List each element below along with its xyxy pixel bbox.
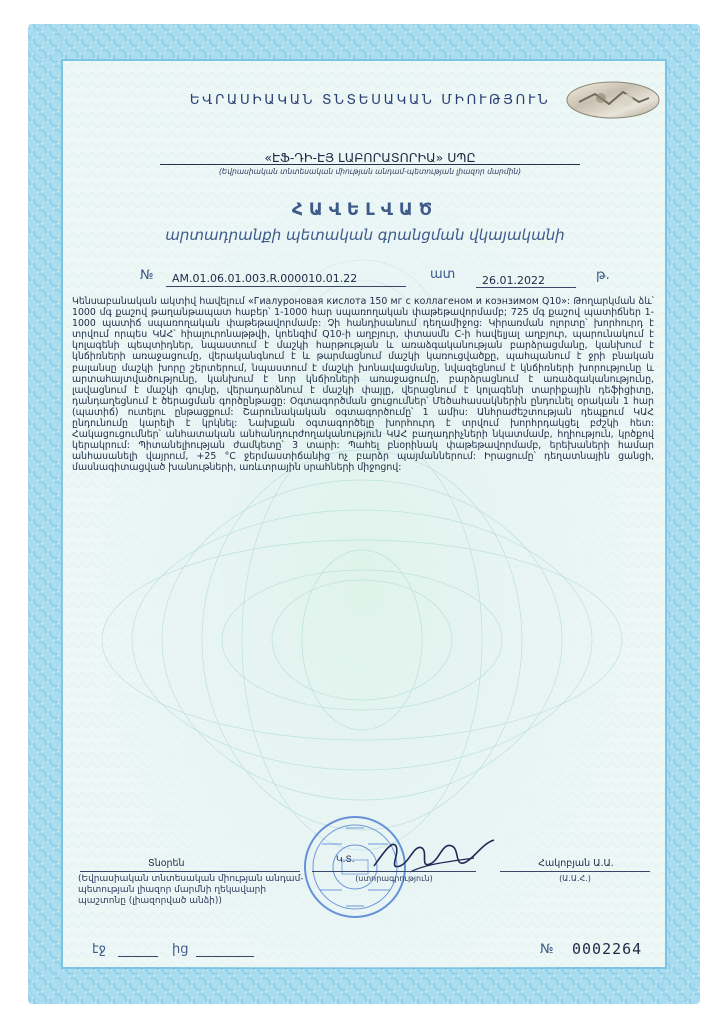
page-label: էջ <box>92 942 106 957</box>
organization-underline <box>160 164 580 165</box>
signatory-position-note: (Եվրասիական տնտեսական միության անդամ-պետության լիազոր մարմնի ղեկավարի պաշտոնը (լիազորված անձի)) <box>78 874 304 906</box>
serial-number: 0002264 <box>572 940 643 958</box>
certificate-from-label: ատ <box>430 267 456 282</box>
signature-note: (ստորագրություն) <box>355 874 433 883</box>
certificate-number-symbol: № <box>140 268 154 283</box>
hologram-seal <box>565 80 661 120</box>
organization-note: (Եվրասիական տնտեսական միության անդամ-պետության լիազոր մարմին) <box>218 167 522 176</box>
certificate-number-underline <box>166 286 406 287</box>
certificate-year-suffix: թ. <box>596 268 610 283</box>
signature-underline <box>312 871 476 872</box>
page-number-blank <box>118 956 158 957</box>
signatory-position: Տնօրեն <box>148 858 185 869</box>
certificate-number: AM.01.06.01.003.R.000010.01.22 <box>172 272 358 285</box>
page-total-blank <box>196 956 254 957</box>
certificate-date: 26.01.2022 <box>482 274 545 287</box>
union-name: ԵՎՐԱՍԻԱԿԱՆ ՏՆՏԵՍԱԿԱՆ ՄԻՈՒԹՅՈՒՆ <box>189 92 551 108</box>
certificate-date-underline <box>476 287 576 288</box>
document-title: ՀԱՎԵԼՎԱԾ <box>291 200 439 220</box>
signatory-name: Հակոբյան Ա.Ա. <box>538 858 614 869</box>
handwritten-signature <box>370 822 498 882</box>
product-description: Կենսաբանական ակտիվ հավելում «Гиалуроновая кислота 150 мг с коллагеном и коэнзимом Q10»: Թողարկման ձև՝ 1000 մգ քաշով թաղանթապատ հաբեր՝ 1-1000 հար սպառողական փաթեթավորմամբ; 725 մգ քաշով պատիճներ 1-1000 պատիճ սպառողական փաթեթավորմամբ: Չի հանդիսանում դեղամիջոց: Կիրառման ոլորտը՝ խորհուրդ է տրվում որպես ԿԱՀ՝ հիալուրոնաթթվի, կոենզիմ Q10-ի աղբյուր, փտասմն C-ի հավելյալ աղբյուր, պարունակում է կոլագենի պեպտիդներ, նպաստում է մաշկի հարթության և առաձգականության բարձրացմանը, կանխում է կնճիռների առաջացումը, վերականգնում է և թարմացնում մաշկի կառուցվածքը, պահպանում է ջրի բնական բալանսը մաշկի խորը շերտերում, նպաստում է մաշկի խոնավացմանը, նվազեցնում է կնճիռների խորությունը և արտահայտվածությունը, կանխում է նոր կնճիռների առաջացումը, բարձրացնում է առաձգականությունը, լավացնում է մաշկի գույնը, վերադարձնում է մաշկի փայլը, վերացնում է կոլագենի տարիքային դեֆիցիտը, դանդաղեցնում է ծերացման գործընթացը: Օգտագործման ցուցումներ՝ Մեծահասակներին ընդունել օրական 1 հար (պատիճ) ուտելու ընթացքում: Շարունակական օգտագործումը՝ 1 ամիս: Անհրաժեշտության դեպքում ԿԱՀ ընդունումը կարելի է կրկնել: Նախքան օգտագործելը խորհուրդ է տրվում խորհրդակցել բժշկի հետ: Հակացուցումներ՝ անհատական անհանդուրժողականություն ԿԱՀ բաղադրիչների նկատմամբ, հղիություն, կրծքով կերակրում: Պիտանելիության ժամկետը՝ 3 տարի: Պահել բնօրինակ փաթեթավորմամբ, երեխաների համար անհասանելի վայրում, +25 °C ջերմաստիճանից ոչ բարձր պայմաններում: Իրացումը՝ դեղատնային ցանցի, մասնագիտացված խանութների, առևտրային սրահների միջոցով: <box>72 296 654 474</box>
organization-name: «ԷՖ-ԴԻ-ԷՅ ԼԱԲՈՐԱՏՈՐԻԱ» ՍՊԸ <box>264 150 476 165</box>
stamp-place-label: Կ.Տ. <box>336 855 355 865</box>
page-of-label: ից <box>172 942 189 957</box>
signatory-name-note: (Ա.Ա.Հ.) <box>559 874 591 883</box>
signatory-position-underline <box>80 871 300 872</box>
signatory-name-underline <box>500 871 650 872</box>
document-subtitle: արտադրանքի պետական գրանցման վկայականի <box>165 226 565 244</box>
serial-number-symbol: № <box>540 942 554 957</box>
